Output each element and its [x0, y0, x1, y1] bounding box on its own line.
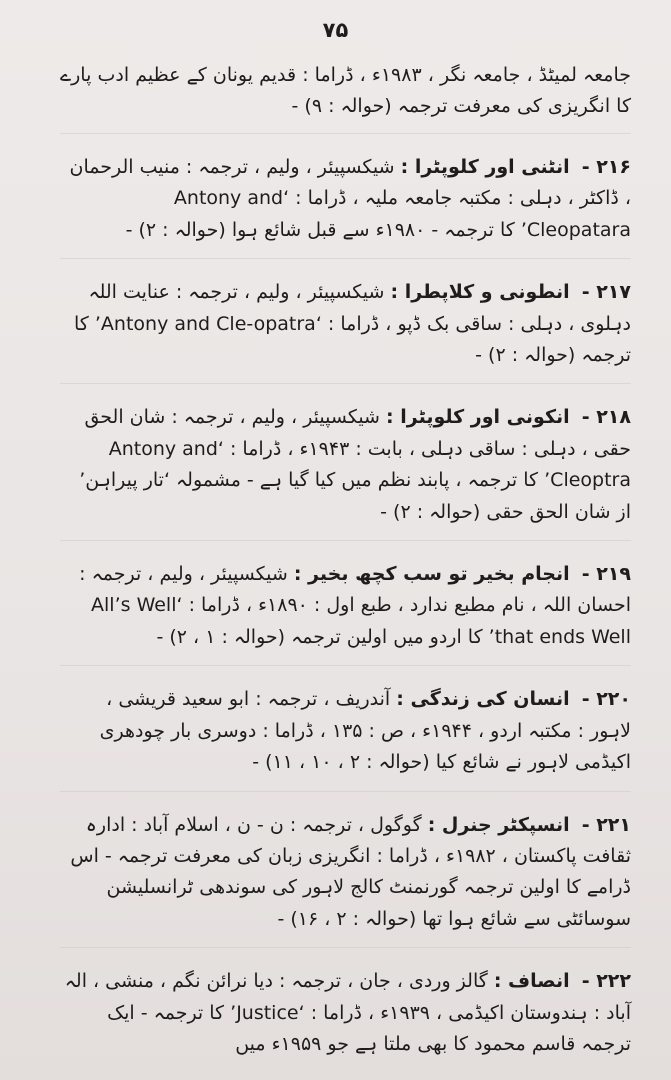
entry-title: انسان کی زندگی :	[396, 688, 570, 711]
entry-number: ۲۲۲ -	[581, 970, 631, 993]
entry-number: ۲۱۸ -	[581, 406, 631, 429]
entry-219	[60, 559, 631, 653]
entry-222	[60, 966, 631, 1060]
entry-text: گالز وردی ، جان ، ترجمہ : دیا نرائن نگم ، منشی ، الہ آباد : ہندوستان اکیڈمی ، ۱۹۳۹ء ، ڈراما : ‘Justice’ کا ترجمہ - ایک ترجمہ قاسم محمود کا بھی ملتا ہے جو ۱۹۵۹ء میں	[64, 970, 631, 1055]
entry-221	[60, 810, 631, 936]
entry-text: شیکسپیئر ، ولیم ، ترجمہ : منیب الرحمان ، ڈاکٹر ، دہلی : مکتبہ جامعہ ملیہ ، ڈراما : ‘Antony and Cleopatara’ کا ترجمہ - ۱۹۸۰ء سے قبل شائع ہوا (حوالہ : ۲) -	[69, 156, 631, 241]
separator	[60, 540, 631, 541]
entry-number: ۲۱۷ -	[581, 281, 631, 304]
entry-title: انٹنی اور کلوپٹرا :	[400, 156, 570, 178]
entry-text: گوگول ، ترجمہ : ن - ن ، اسلام آباد : ادارہ ثقافت پاکستان ، ۱۹۸۲ء ، ڈراما : انگریزی زبان کی معرفت ترجمہ - اس ڈرامے کا اولین ترجمہ گورنمنٹ کالج لاہور کی سوندھی ٹرانسلیشن سوسائٹی سے شائع ہوا تھا (حوالہ : ۲ ، ۱۶) -	[70, 813, 631, 930]
intro-paragraph: جامعہ لمیٹڈ ، جامعہ نگر ، ۱۹۸۳ء ، ڈراما : قدیم یونان کے عظیم ادب پارے کا انگریزی کی معرفت ترجمہ (حوالہ : ۹) -	[60, 64, 631, 117]
separator	[60, 947, 631, 948]
page-body	[60, 60, 631, 1060]
entry-title: انصاف :	[493, 970, 570, 993]
entry-text: آندریف ، ترجمہ : ابو سعید قریشی ، لاہور : مکتبہ اردو ، ۱۹۴۴ء ، ص : ۱۳۵ ، ڈراما : دوسری بار چودھری اکیڈمی لاہور نے شائع کیا (حوالہ : ۲ ، ۱۰ ، ۱۱) -	[99, 688, 631, 774]
entry-218	[60, 402, 631, 528]
entry-text: شیکسپیئر ، ولیم ، ترجمہ : عنایت اللہ دہلوی ، دہلی : ساقی بک ڈپو ، ڈراما : ‘Antony and Cle-opatra’ کا ترجمہ (حوالہ : ۲) -	[74, 281, 631, 367]
separator	[60, 791, 631, 792]
page-number: ۷۵	[322, 18, 349, 42]
entry-number: ۲۱۹ -	[581, 563, 631, 586]
entry-text: شیکسپیئر ، ولیم ، ترجمہ : احسان اللہ ، نام مطبع ندارد ، طبع اول : ۱۸۹۰ء ، ڈراما : ‘All’s Well that ends Well’ کا اردو میں اولین ترجمہ (حوالہ : ۱ ، ۲) -	[79, 563, 631, 648]
entry-217	[60, 277, 631, 371]
entry-title: انطونی و کلاپطرا :	[390, 281, 570, 304]
entry-title: انکونی اور کلوپٹرا :	[386, 406, 570, 429]
entry-216	[60, 152, 631, 246]
separator	[60, 383, 631, 384]
entry-number: ۲۱۶ -	[581, 156, 631, 178]
entry-220	[60, 684, 631, 778]
entry-text: شیکسپیئر ، ولیم ، ترجمہ : شان الحق حقی ، دہلی : ساقی دہلی ، بابت : ۱۹۴۳ء ، ڈراما : ‘Antony and Cleoptra’ کا ترجمہ ، پابند نظم میں کیا گیا ہے - مشمولہ ‘تار پیراہن’ از شان الحق حقی (حوالہ : ۲) -	[79, 406, 631, 523]
entry-number: ۲۲۰ -	[581, 688, 631, 711]
separator	[60, 665, 631, 666]
entry-number: ۲۲۱ -	[581, 813, 631, 836]
separator	[60, 133, 631, 134]
entry-title: انسپکٹر جنرل :	[427, 813, 570, 836]
entry-title: انجام بخیر تو سب کچھ بخیر :	[293, 563, 570, 586]
separator	[60, 258, 631, 259]
